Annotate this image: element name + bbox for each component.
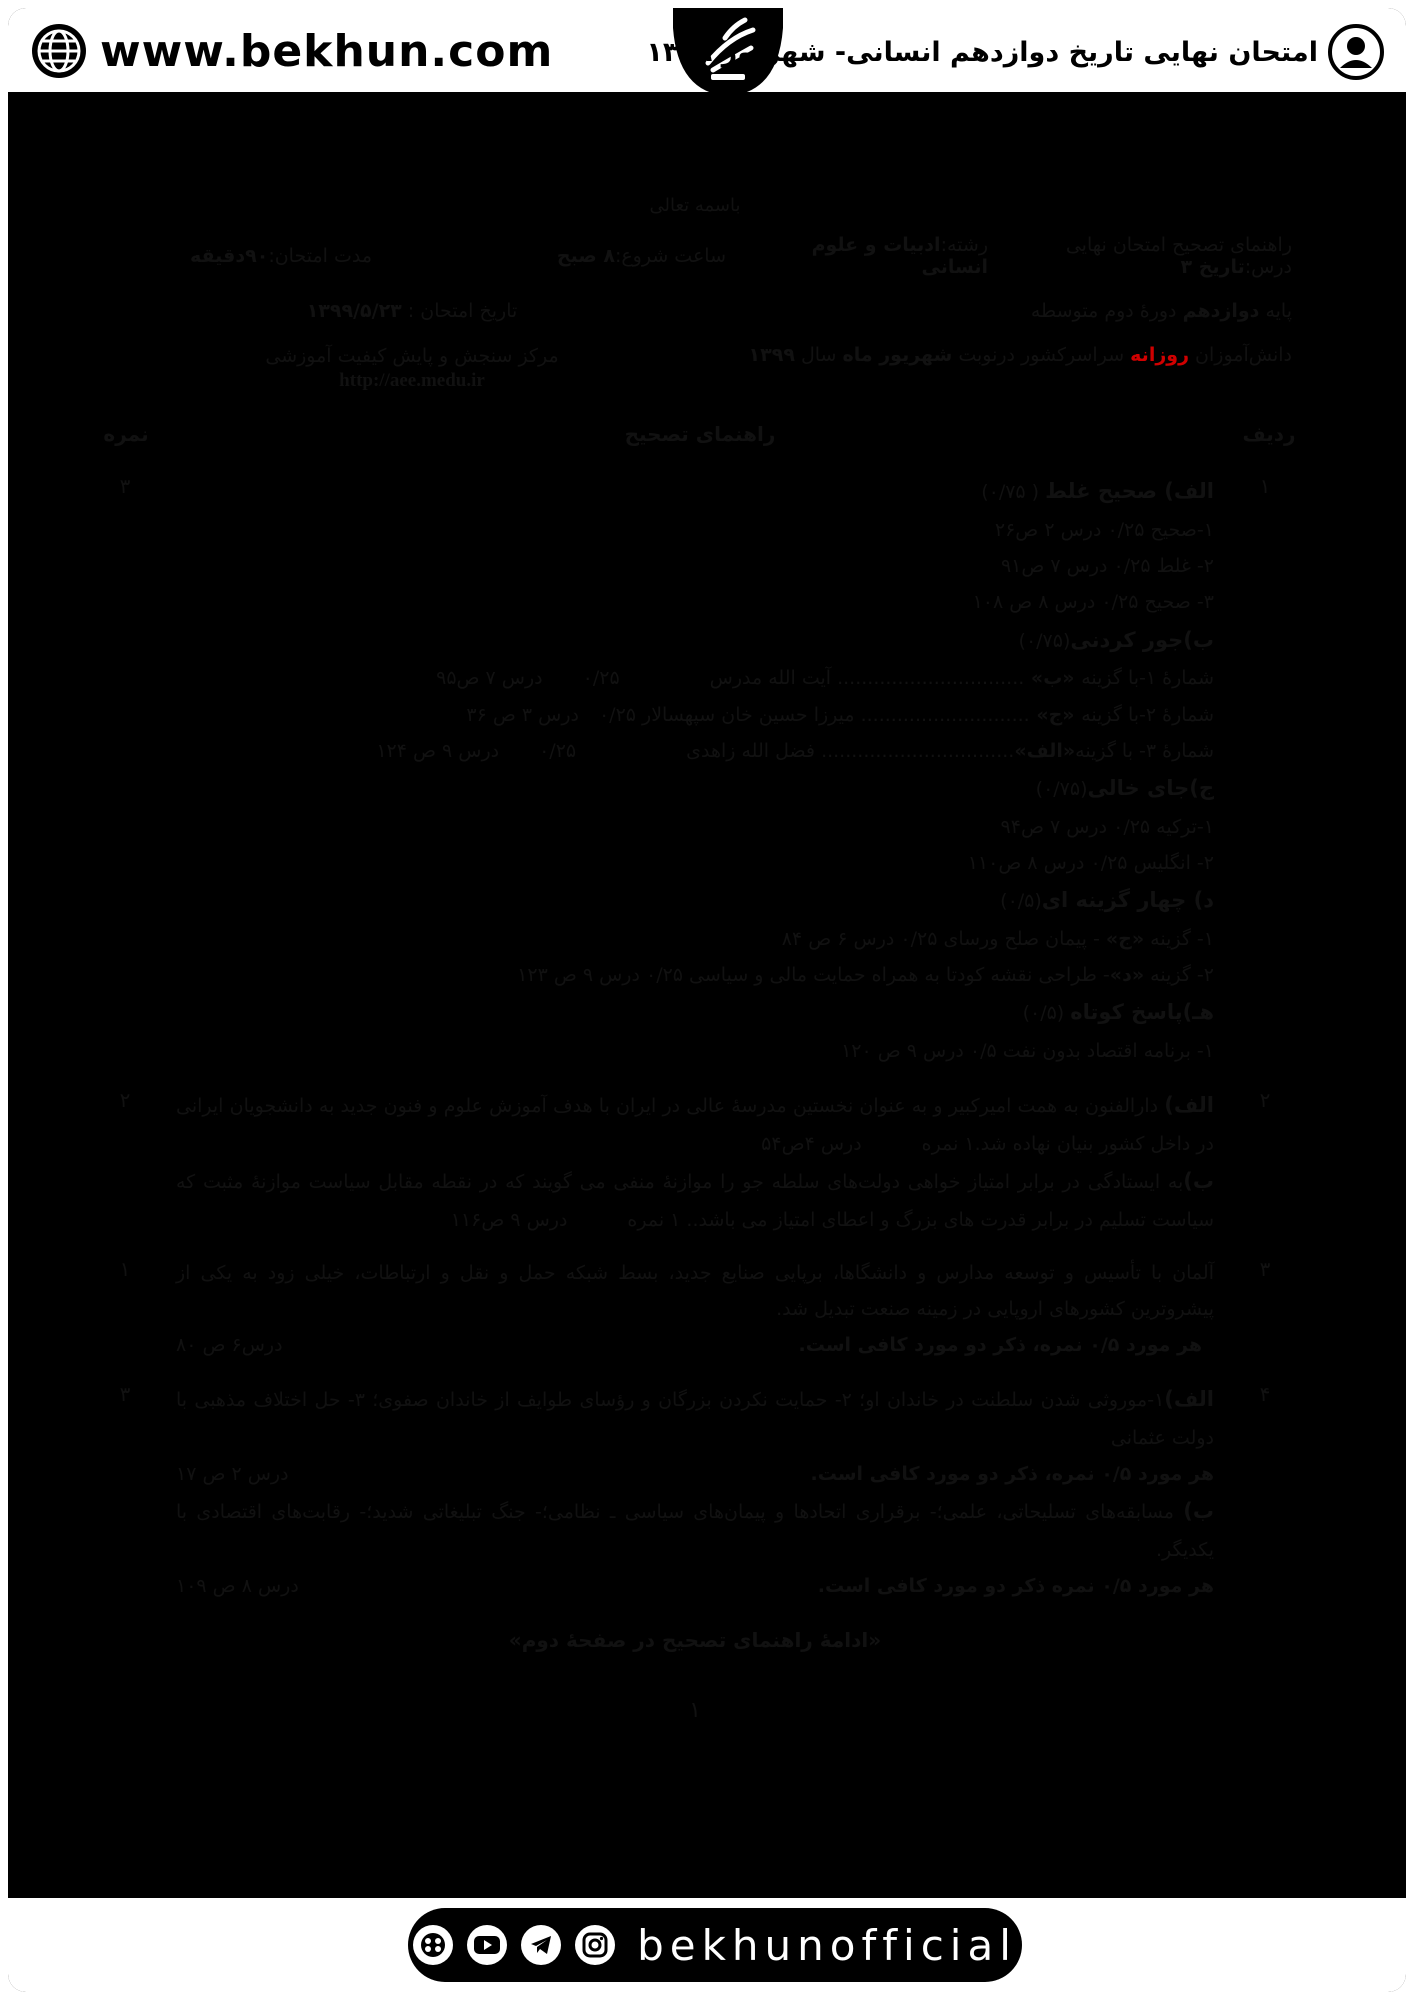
grade-cell: پایه دوازدهم دورهٔ دوم متوسطه [737,287,1303,335]
continue-row [87,1613,1304,1668]
center-cell: مرکز سنجش و پایش کیفیت آموزشی http://aee.medu.ir [87,335,737,402]
date-cell: تاریخ امتحان : ۱۳۹۹/۵/۲۳ [87,287,737,335]
banner-divider [8,92,1406,96]
globe-icon [30,22,88,80]
footer-bar [8,1898,1406,1992]
telegram-icon[interactable] [521,1925,561,1965]
q1-a-line-3: ۳- صحیح ۰/۲۵ درس ۸ ص ۱۰۸ [972,591,1214,614]
col-row-header: ردیف [1235,412,1303,456]
answer-key-document [86,195,1304,1723]
col-score-header: نمره [87,412,165,456]
q1-b-line-2: شمارهٔ ۲-با گزینه «ج» ............................ میرزا حسین خان سپهسالار ۰/۲۵درس ۳ ص ۳۶ [466,703,1214,726]
students-cell: دانش‌آموزان روزانه سراسرکشور درنوبت شهریور ماه سال ۱۳۹۹ [737,335,1303,402]
exam-info-table [86,224,1304,403]
q1-e-line: ۱- برنامه اقتصاد بدون نفت ۰/۵ درس ۹ ص ۱۲۰ [841,1039,1214,1062]
youtube-icon[interactable] [467,1925,507,1965]
user-avatar-icon [1328,24,1384,80]
besm-heading: باسمه تعالی [649,195,741,216]
start-cell: ساعت شروع:۸ صبح [475,225,737,287]
course-cell: راهنمای تصحیح امتحان نهایی درس:تاریخ ۳ [999,225,1303,287]
field-cell: رشته:ادبیات و علوم انسانی [737,225,999,287]
duration-cell: مدت امتحان:۹۰دقیقه [87,225,475,287]
q1-a-line-2: ۲- غلط ۰/۲۵ درس ۷ ص۹۱ [1000,555,1214,578]
q1-a-line-1: ۱-صحیح ۰/۲۵ درس ۲ ص۲۶ [994,519,1214,542]
q1-c-line-1: ۱-ترکیه ۰/۲۵ درس ۷ ص۹۴ [1000,815,1214,838]
site-link[interactable] [30,22,553,80]
instagram-icon[interactable] [575,1925,615,1965]
question-row-2: ۲ الف) دارالفنون به همت امیرکبیر و به عنوان نخستین مدرسهٔ عالی در ایران با هدف آموزش علوم و فنون جدید به دانشجویان ایرانی در داخل کشور بنیان نهاده شد.۱ نمرهدرس ۴ص۵۴ ب)به ایستادگی در برابر امتیاز خواهی دولت‌های سلطه جو را موازنهٔ منفی می گویند که در نقطه مقابل سیاست موازنهٔ مثبت که سیاست تسلیم در برابر قدرت های بزرگ و اعطای امتیاز می باشد.. ۱ نمرهدرس ۹ ص۱۱۶ ۲ [87,1077,1304,1246]
answers-header-row [86,411,1304,457]
site-url: www.bekhun.com [100,25,554,77]
question-row-3: ۳ آلمان با تأسیس و توسعه مدارس و دانشگاها، برپایی صنایع جدید، بسط شبکه حمل و نقل و ارتباطات، خیلی زود به یکی از پیشروترین کشورهای اروپایی در زمینه صنعت تبدیل شد. هر مورد ۰/۵ نمره، ذکر دو مورد کافی است. درس۶ ص ۸۰ ۱ [87,1246,1304,1371]
exam-title: امتحان نهایی تاریخ دوازدهم انسانی- شهریور ۱۳۹۹ [646,36,1318,68]
q1-b-line-1: شمارهٔ ۱-با گزینه «ب» ............................... آیت الله مدرس۰/۲۵درس ۷ ص۹۵ [436,667,1214,690]
answers-table [86,463,1304,1668]
q1-d-line-1: ۱- گزینه «ج» - پیمان صلح ورسای ۰/۲۵ درس ۶ ص ۸۴ [781,927,1214,950]
social-handle: bekhunofficial [637,1920,1017,1970]
question-row-1: ۱ الف) صحیح غلط ( ۰/۷۵) ۱-صحیح ۰/۲۵ درس ۲ ص۲۶ ۲- غلط ۰/۲۵ درس ۷ ص۹۱ ۳- صحیح ۰/۲۵ درس ۸ ص ۱۰۸ ب)جور کردنی(۰/۷۵) شمارهٔ ۱-با گزینه «ب» ............................... آیت الله مدرس۰/۲۵درس ۷ ص۹۵ شمارهٔ ۲-با گزینه «ج» ............................ میرزا حسین خان سپهسالار ۰/۲۵درس ۳ ص ۳۶ شمارهٔ ۳- با گزینه«الف»................................ فضل الله زاهدی۰/۲۵درس ۹ ص ۱۲۴ ج)جای خالی(۰/۷۵) ۱-ترکیه ۰/۲۵ درس ۷ ص۹۴ ۲- انگلیس ۰/۲۵ درس ۸ ص۱۱۰ د) چهار گزینه ای(۰/۵) ۱- گزینه «ج» - پیمان صلح ورسای ۰/۲۵ درس ۶ ص ۸۴ ۲- گزینه «د»- طراحی نقشه کودتا به همراه حمایت مالی و سیاسی ۰/۲۵ درس ۹ ص ۱۲۳ هـ)پاسخ کوتاه (۰/۵) ۱- برنامه اقتصاد بدون نفت ۰/۵ درس ۹ ص ۱۲۰ ۳ [87,464,1304,1077]
top-banner [8,8,1406,94]
page-number: ۱ [689,1698,701,1724]
question-row-4: ۴ الف)۱-موروثی شدن سلطنت در خاندان او؛ ۲- حمایت نکردن بزرگان و رؤسای طوایف از خاندان صفوی؛ ۳- حل اختلاف مذهبی با دولت عثمانی هر مورد ۰/۵ نمره، ذکر دو مورد کافی است. درس ۲ ص ۱۷ ب) مسابقه‌های تسلیحاتی، علمی؛- برقراری اتحادها و پیمان‌های سیاسی ـ نظامی؛- جنگ تبلیغاتی شدید؛- رقابت‌های اقتصادی با یکدیگر. هر مورد ۰/۵ نمره ذکر دو مورد کافی است. درس ۸ ص ۱۰۹ ۳ [87,1372,1304,1613]
continue-note: «ادامهٔ راهنمای تصحیح در صفحهٔ دوم» [164,1613,1227,1668]
social-pill[interactable] [408,1908,1022,1982]
q1-b-line-3: شمارهٔ ۳- با گزینه«الف»................................ فضل الله زاهدی۰/۲۵درس ۹ ص ۱۲۴ [376,739,1214,762]
q1-c-line-2: ۲- انگلیس ۰/۲۵ درس ۸ ص۱۱۰ [967,851,1214,874]
q1-d-line-2: ۲- گزینه «د»- طراحی نقشه کودتا به همراه حمایت مالی و سیاسی ۰/۲۵ درس ۹ ص ۱۲۳ [517,963,1214,986]
aparat-icon[interactable] [413,1925,453,1965]
col-guide-header: راهنمای تصحیح [165,412,1235,456]
